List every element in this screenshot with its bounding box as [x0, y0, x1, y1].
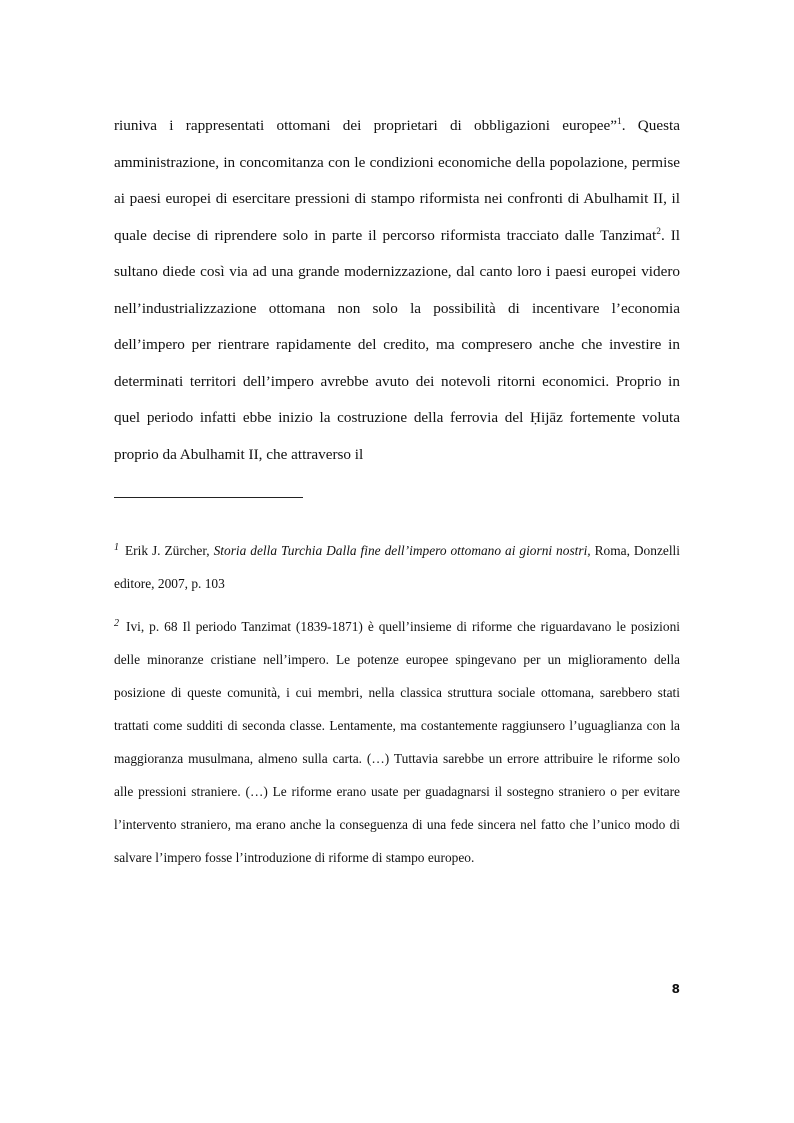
paragraph-text-part-2: . Questa amministrazione, in concomitanza con le condizioni economiche della popolazione, permise ai paesi europei di esercitare pressioni di stampo riformista nei confronti di Abulhamit II, il quale decise di riprendere solo in parte il percorso riformista tracciato dalle Tanzimat — [114, 117, 680, 244]
footnote-1-title: Storia della Turchia Dalla fine dell’impero ottomano ai giorni nostri, — [213, 543, 591, 558]
page-number: 8 — [671, 982, 680, 996]
footnote-2-text: Ivi, p. 68 Il periodo Tanzimat (1839-1871) è quell’insieme di riforme che riguardavano le posizioni delle minoranze cristiane nell’impero. Le potenze europee spingevano per un miglioramento della posizione di queste comunità, i cui membri, nella classica struttura sociale ottomana, sarebbero stati trattati come sudditi di seconda classe. Lentamente, ma costantemente raggiunsero l’uguaglianza con la maggioranza musulmana, almeno sulla carta. (…) Tuttavia sarebbe un errore attribuire le riforme solo alle pressioni straniere. (…) Le riforme erano usate per guadagnarsi il sostegno straniero o per evitare l’intervento straniero, ma erano anche la conseguenza di una fede sincera nel fatto che l’unico modo di salvare l’impero fosse l’introduzione di riforme di stampo europeo. — [114, 619, 680, 865]
main-paragraph — [114, 108, 680, 473]
footnote-2 — [114, 610, 680, 874]
footnotes-section — [114, 534, 680, 884]
footnote-1-publication: Roma, Donzelli editore, 2007, p. 103 — [114, 543, 680, 591]
footnote-1 — [114, 534, 680, 600]
footnote-1-mark: 1 — [114, 541, 120, 553]
footnote-separator — [114, 497, 303, 498]
paragraph-text-part-3: . Il sultano diede così via ad una grande modernizzazione, dal canto loro i paesi europei videro nell’industrializzazione ottomana non solo la possibilità di incentivare l’economia dell’impero per rientrare rapidamente del credito, ma compresero anche che investire in determinati territori dell’impero avrebbe avuto dei notevoli ritorni economici. Proprio in quel periodo infatti ebbe inizio la costruzione della ferrovia del Ḥijāz fortemente voluta proprio da Abulhamit II, che attraverso il — [114, 226, 681, 463]
paragraph-body — [114, 108, 680, 473]
footnote-reference-2[interactable]: 2 — [656, 226, 661, 237]
footnote-2-mark: 2 — [114, 617, 120, 629]
footnote-1-author: Erik J. Zürcher, — [121, 543, 214, 558]
paragraph-text-part-1: riuniva i rappresentati ottomani dei proprietari di obbligazioni europee” — [114, 117, 618, 134]
footnote-reference-1[interactable]: 1 — [617, 116, 622, 127]
